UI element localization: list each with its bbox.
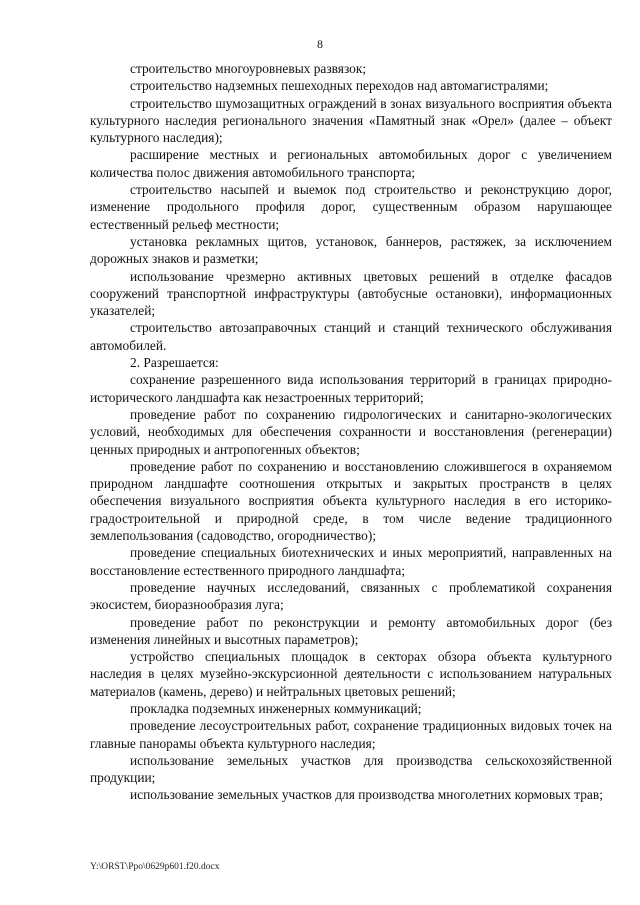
paragraph: прокладка подземных инженерных коммуникаций; xyxy=(130,700,422,716)
paragraph: строительство автозаправочных станций и станций технического обслуживания автомобилей. xyxy=(90,320,612,353)
document-body xyxy=(90,60,612,804)
paragraph: расширение местных и региональных автомобильных дорог с увеличением количества полос движения автомобильного транспорта; xyxy=(90,147,612,180)
paragraph: проведение лесоустроительных работ, сохранение традиционных видовых точек на главные панорамы объекта культурного наследия; xyxy=(90,718,612,751)
paragraph: установка рекламных щитов, установок, баннеров, растяжек, за исключением дорожных знаков и разметки; xyxy=(90,233,612,267)
paragraph: проведение работ по сохранению и восстановлению сложившегося в охраняемом природном ландшафте соотношения открытых и закрытых пространств в целях обеспечения визуального восприятия объекта культурного наследия в его историко-градостроительной и природной среде, в том числе ведение традиционного землепользования (садоводство, огородничество); xyxy=(90,458,612,544)
paragraph: строительство шумозащитных ограждений в зонах визуального восприятия объекта культурного наследия регионального значения «Памятный знак «Орел» (далее – объект культурного наследия); xyxy=(90,95,612,146)
paragraph: использование земельных участков для производства сельскохозяйственной продукции; xyxy=(90,752,612,786)
paragraph: строительство надземных пешеходных переходов над автомагистралями; xyxy=(130,78,549,94)
paragraph: сохранение разрешенного вида использования территорий в границах природно-исторического ландшафта как незастроенных территорий; xyxy=(90,372,612,405)
paragraph: использование чрезмерно активных цветовых решений в отделке фасадов сооружений транспортной инфраструктуры (автобусные остановки), информационных указателей; xyxy=(90,268,612,319)
section-heading: 2. Разрешается: xyxy=(130,355,219,371)
paragraph: использование земельных участков для производства многолетних кормовых трав; xyxy=(130,787,603,803)
paragraph: проведение специальных биотехнических и иных мероприятий, направленных на восстановление естественного природного ландшафта; xyxy=(90,545,612,578)
file-path-footer: Y:\ORST\Ppo\0629p601.f20.docx xyxy=(90,862,220,872)
paragraph: строительство многоуровневых развязок; xyxy=(130,61,367,76)
paragraph: проведение работ по реконструкции и ремонту автомобильных дорог (без изменения линейных и высотных параметров); xyxy=(90,614,612,647)
paragraph: устройство специальных площадок в секторах обзора объекта культурного наследия в целях музейно-экскурсионной деятельности с использованием натуральных материалов (камень, дерево) и нейтральных цветовых решений; xyxy=(90,649,612,699)
paragraph: строительство насыпей и выемок под строительство и реконструкцию дорог, изменение продольного профиля дорог, существенным образом нарушающее естественный рельеф местности; xyxy=(90,182,612,232)
page-number: 8 xyxy=(317,37,323,51)
paragraph: проведение работ по сохранению гидрологических и санитарно-экологических условий, необходимых для обеспечения сохранности и восстановления (регенерации) ценных природных и антропогенных объектов; xyxy=(90,406,612,457)
paragraph: проведение научных исследований, связанных с проблематикой сохранения экосистем, биоразнообразия луга; xyxy=(90,579,612,613)
